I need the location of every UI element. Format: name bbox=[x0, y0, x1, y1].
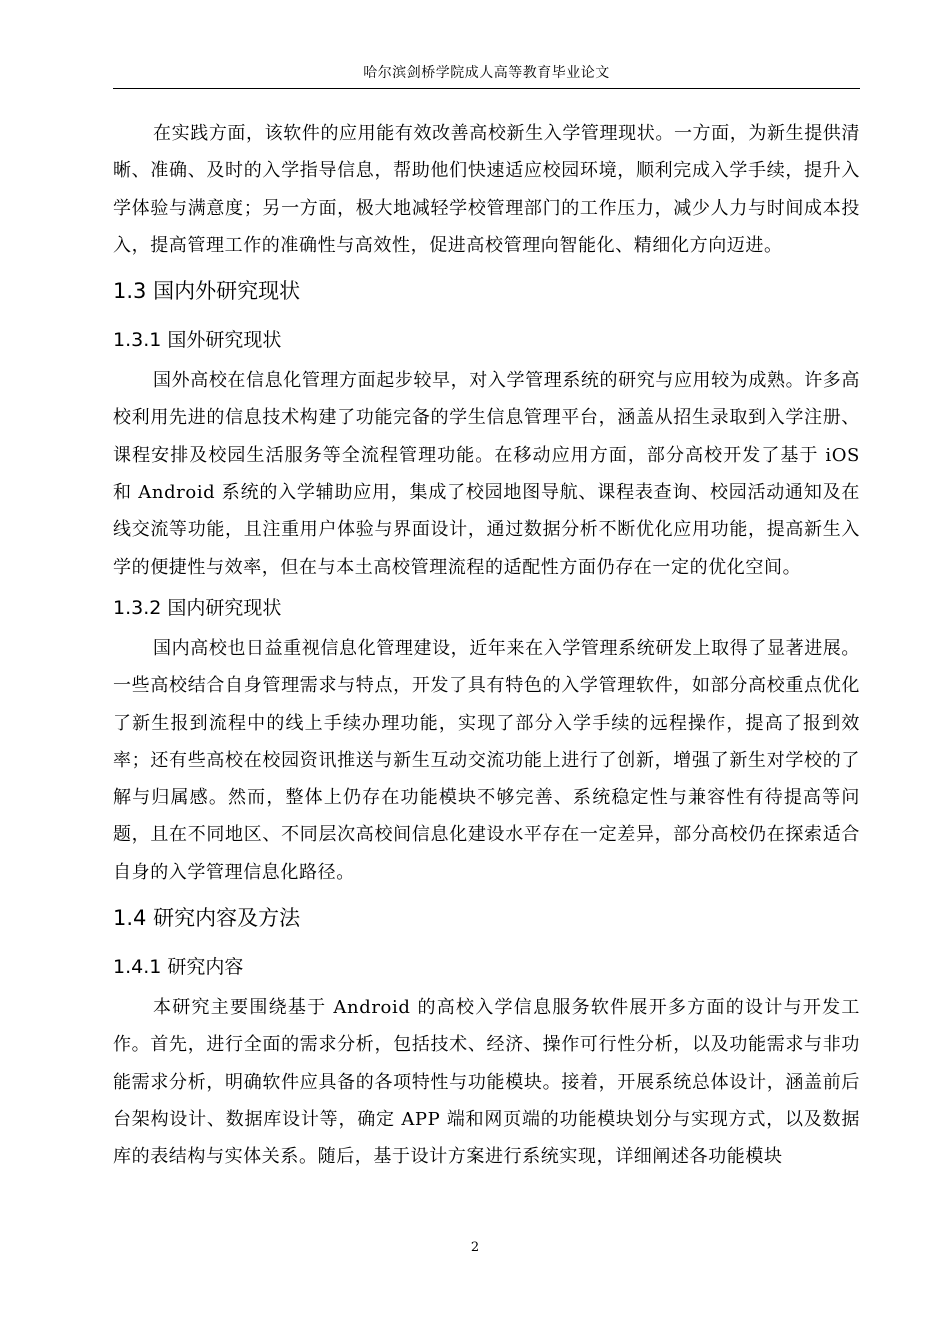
header-divider bbox=[113, 88, 860, 89]
paragraph-1-3-1: 国外高校在信息化管理方面起步较早，对入学管理系统的研究与应用较为成熟。许多高校利用先进的信息技术构建了功能完备的学生信息管理平台，涵盖从招生录取到入学注册、课程安排及校园生活服务等全流程管理功能。在移动应用方面，部分高校开发了基于 iOS 和 Android 系统的入学辅助应用，集成了校园地图导航、课程表查询、校园活动通知及在线交流等功能，且注重用户体验与界面设计，通过数据分析不断优化应用功能，提高新生入学的便捷性与效率，但在与本土高校管理流程的适配性方面仍存在一定的优化空间。 bbox=[113, 370, 860, 578]
paragraph-1-4-1: 本研究主要围绕基于 Android 的高校入学信息服务软件展开多方面的设计与开发工作。首先，进行全面的需求分析，包括技术、经济、操作可行性分析，以及功能需求与非功能需求分析，明确软件应具备的各项特性与功能模块。接着，开展系统总体设计，涵盖前后台架构设计、数据库设计等，确定 APP 端和网页端的功能模块划分与实现方式，以及数据库的表结构与实体关系。随后，基于设计方案进行系统实现，详细阐述各功能模块 bbox=[113, 997, 860, 1168]
page-body bbox=[113, 115, 860, 1176]
intro-paragraph: 在实践方面，该软件的应用能有效改善高校新生入学管理现状。一方面，为新生提供清晰、准确、及时的入学指导信息，帮助他们快速适应校园环境，顺利完成入学手续，提升入学体验与满意度；另一方面，极大地减轻学校管理部门的工作压力，减少人力与时间成本投入，提高管理工作的准确性与高效性，促进高校管理向智能化、精细化方向迈进。 bbox=[113, 123, 860, 256]
subsection-heading-1-3-1: 1.3.1 国外研究现状 bbox=[113, 329, 282, 352]
section-heading-1-3: 1.3 国内外研究现状 bbox=[113, 279, 301, 304]
page-number: 2 bbox=[470, 1240, 480, 1255]
subsection-heading-1-4-1: 1.4.1 研究内容 bbox=[113, 956, 244, 979]
subsection-heading-1-3-2: 1.3.2 国内研究现状 bbox=[113, 596, 282, 619]
section-heading-1-4: 1.4 研究内容及方法 bbox=[113, 906, 301, 931]
page-header-title: 哈尔滨剑桥学院成人高等教育毕业论文 bbox=[363, 65, 610, 81]
paragraph-1-3-2: 国内高校也日益重视信息化管理建设，近年来在入学管理系统研发上取得了显著进展。一些高校结合自身管理需求与特点，开发了具有特色的入学管理软件，如部分高校重点优化了新生报到流程中的线上手续办理功能，实现了部分入学手续的远程操作，提高了报到效率；还有些高校在校园资讯推送与新生互动交流功能上进行了创新，增强了新生对学校的了解与归属感。然而，整体上仍存在功能模块不够完善、系统稳定性与兼容性有待提高等问题，且在不同地区、不同层次高校间信息化建设水平存在一定差异，部分高校仍在探索适合自身的入学管理信息化路径。 bbox=[113, 637, 860, 883]
